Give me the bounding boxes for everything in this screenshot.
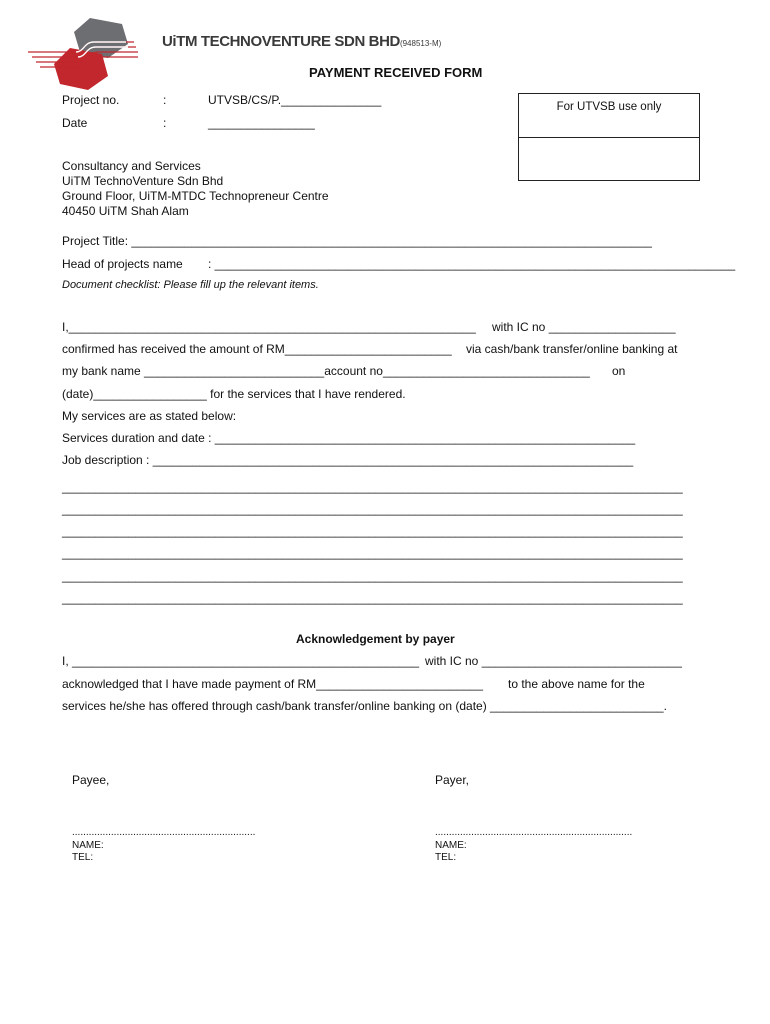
payer-label: Payer, [435,773,470,787]
address-line-2: UiTM TechnoVenture Sdn Bhd [62,174,224,188]
address-line-4: 40450 UiTM Shah Alam [62,204,189,218]
project-title-field[interactable]: Project Title: ______________________________________________________________________________ [62,234,652,248]
project-no-label: Project no. [62,93,120,107]
payee-tel-label: TEL: [72,852,94,863]
job-description-line[interactable]: _____________________________________________________________________________________________ [62,502,683,516]
office-use-box [518,93,700,181]
company-name: UiTM TECHNOVENTURE SDN BHD(948513-M) [162,33,442,50]
office-use-label: For UTVSB use only [556,101,662,113]
ack-date-field[interactable]: services he/she has offered through cash/bank transfer/online banking on (date) __________________________. [62,699,667,713]
checklist-note: Document checklist: Please fill up the relevant items. [62,279,319,291]
receipt-date-field[interactable]: (date)_________________ for the services that I have rendered. [62,387,406,401]
address-line-3: Ground Floor, UiTM-MTDC Technopreneur Centre [62,189,329,203]
ack-recipient-text: to the above name for the [508,677,645,691]
job-description-line[interactable]: _____________________________________________________________________________________________ [62,546,683,560]
head-of-projects-field[interactable]: : ______________________________________________________________________________ [208,257,736,271]
form-title: PAYMENT RECEIVED FORM [309,65,483,80]
payee-label: Payee, [72,773,110,787]
job-description-field[interactable]: Job description : ________________________________________________________________________ [62,453,634,467]
services-intro: My services are as stated below: [62,409,237,423]
receipt-bank-account-field[interactable]: my bank name ___________________________account no_______________________________ [62,364,590,378]
job-description-line[interactable]: _____________________________________________________________________________________________ [62,524,683,538]
head-of-projects-label: Head of projects name [62,257,183,271]
receipt-on-text: on [612,364,626,378]
receipt-name-field[interactable]: I,_____________________________________________________________ [62,320,476,334]
ack-ic-field[interactable]: with IC no ______________________________ [425,654,682,668]
payer-name-label: NAME: [435,840,467,851]
job-description-line[interactable]: _____________________________________________________________________________________________ [62,569,683,583]
payee-signature-line[interactable]: .................................................................. [72,827,256,838]
job-description-line[interactable]: _____________________________________________________________________________________________ [62,480,683,494]
date-colon: : [163,116,167,130]
payer-signature-line[interactable]: ....................................................................... [435,827,633,838]
job-description-line[interactable]: _____________________________________________________________________________________________ [62,591,683,605]
ack-name-field[interactable]: I, ____________________________________________________ [62,654,420,668]
ack-amount-field[interactable]: acknowledged that I have made payment of RM_________________________ [62,677,483,691]
receipt-amount-field[interactable]: confirmed has received the amount of RM_________________________ [62,342,452,356]
receipt-method-text: via cash/bank transfer/online banking at [466,342,678,356]
date-label: Date [62,116,88,130]
project-no-colon: : [163,93,167,107]
payee-name-label: NAME: [72,840,104,851]
logo-red-hexagon [54,48,108,90]
address-line-1: Consultancy and Services [62,159,201,173]
company-logo [18,14,158,94]
payer-tel-label: TEL: [435,852,457,863]
date-field[interactable]: ________________ [208,116,315,130]
receipt-ic-field[interactable]: with IC no ___________________ [492,320,676,334]
services-duration-field[interactable]: Services duration and date : _______________________________________________________________ [62,431,636,445]
office-use-divider [519,137,699,138]
acknowledgement-heading: Acknowledgement by payer [296,632,455,646]
project-no-field[interactable]: UTVSB/CS/P._______________ [208,93,382,107]
company-registration: (948513-M) [399,39,442,48]
